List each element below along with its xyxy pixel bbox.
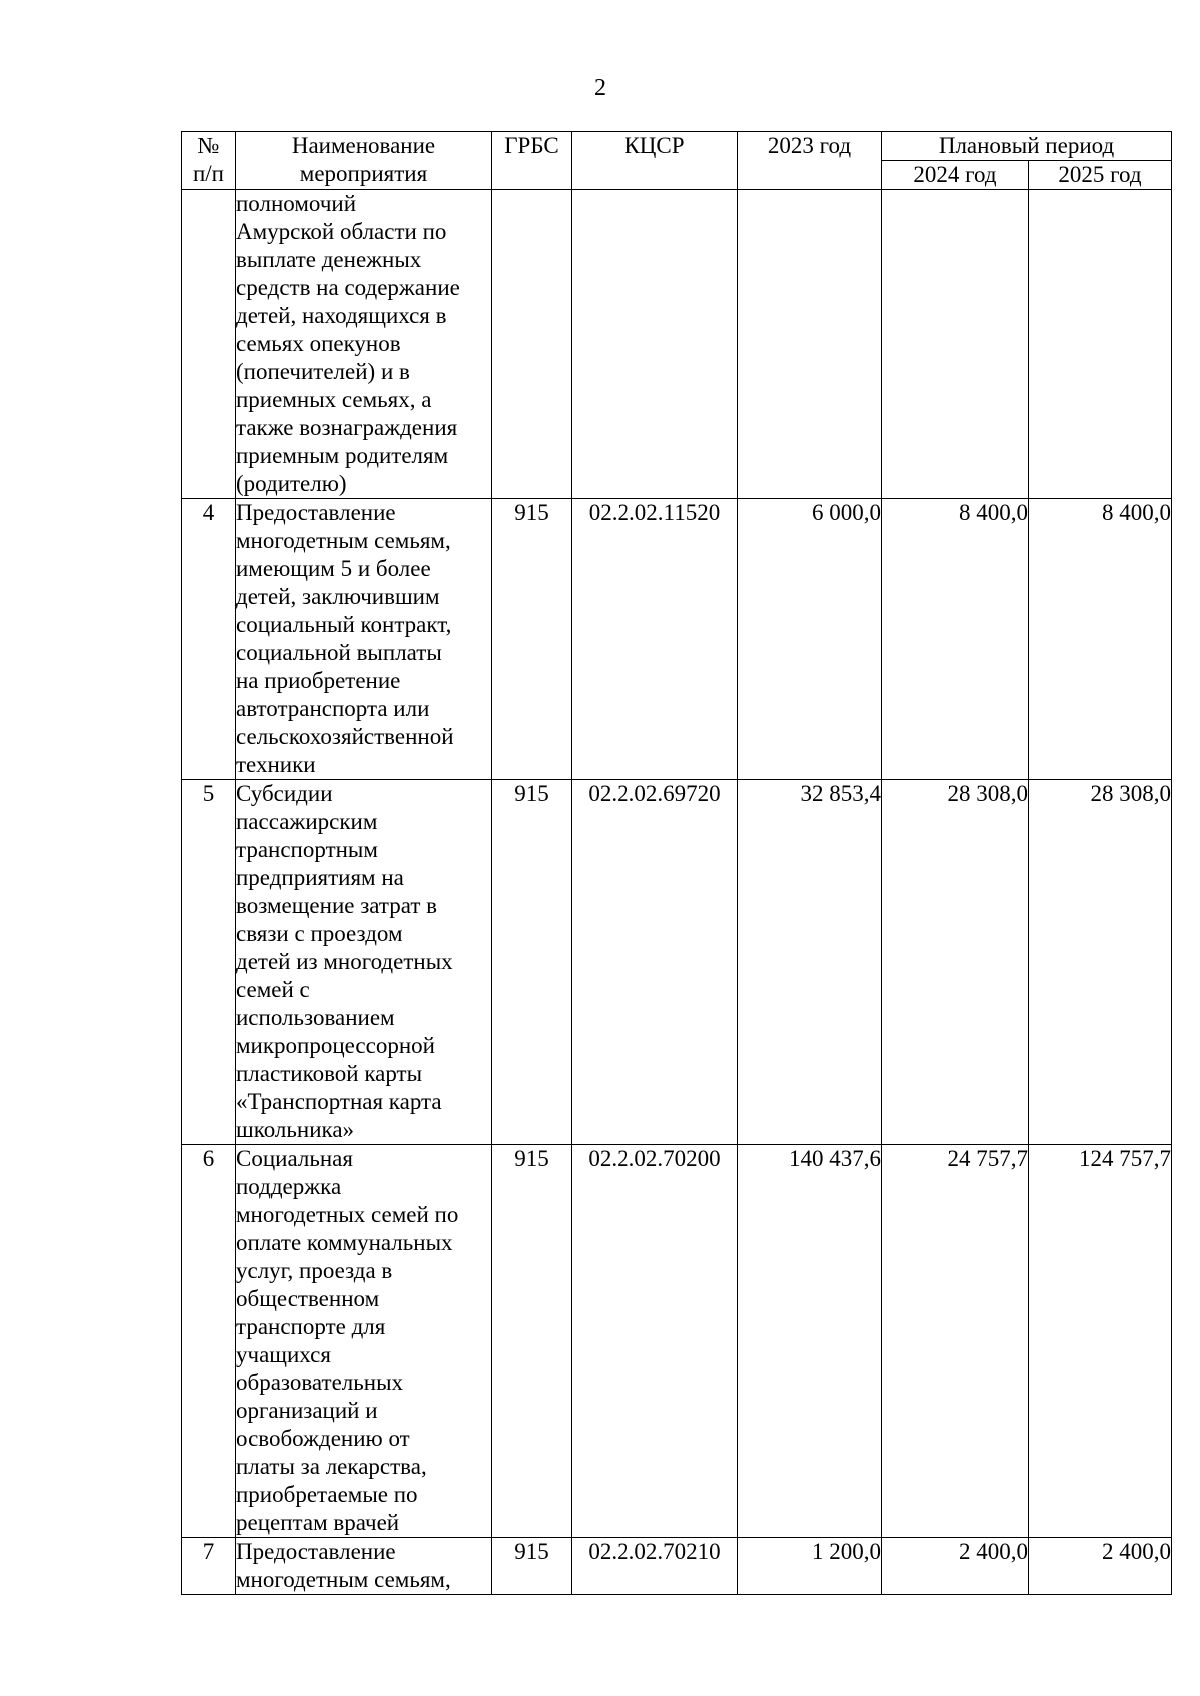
header-kcsr: КЦСР: [572, 132, 738, 190]
row-grbs: 915: [492, 1538, 572, 1595]
row-name: полномочий Амурской области по выплате денежных средств на содержание детей, находящихся в семьях опекунов (попечителей) и в приемных семьях, а также вознаграждения приемным родителям (родителю): [236, 190, 492, 499]
row-2023: 140 437,6: [738, 1145, 882, 1538]
table-body: [182, 190, 1172, 1595]
row-2023: 1 200,0: [738, 1538, 882, 1595]
row-2025: 124 757,7: [1029, 1145, 1172, 1538]
row-2024: 8 400,0: [882, 499, 1029, 780]
row-2024: 24 757,7: [882, 1145, 1029, 1538]
table-row: [182, 499, 1172, 780]
header-2023: 2023 год: [738, 132, 882, 190]
header-grbs: ГРБС: [492, 132, 572, 190]
table-row: [182, 1145, 1172, 1538]
row-2024: 2 400,0: [882, 1538, 1029, 1595]
row-2023: [738, 190, 882, 499]
row-number: 4: [182, 499, 236, 780]
row-kcsr: 02.2.02.69720: [572, 780, 738, 1145]
row-name: Предоставление многодетным семьям, имеющим 5 и более детей, заключившим социальный контракт, социальной выплаты на приобретение автотранспорта или сельскохозяйственной техники: [236, 499, 492, 780]
row-2023: 6 000,0: [738, 499, 882, 780]
row-number: 7: [182, 1538, 236, 1595]
row-number: 5: [182, 780, 236, 1145]
page-number: 2: [594, 75, 606, 101]
row-2025: [1029, 190, 1172, 499]
header-name: Наименование мероприятия: [236, 132, 492, 190]
table-row: [182, 780, 1172, 1145]
header-2024: 2024 год: [882, 161, 1029, 190]
row-name: Социальная поддержка многодетных семей по оплате коммунальных услуг, проезда в общественном транспорте для учащихся образовательных организаций и освобождению от платы за лекарства, приобретаемые по рецептам врачей: [236, 1145, 492, 1538]
row-grbs: 915: [492, 499, 572, 780]
row-2025: 28 308,0: [1029, 780, 1172, 1145]
header-2025: 2025 год: [1029, 161, 1172, 190]
row-kcsr: 02.2.02.11520: [572, 499, 738, 780]
row-2024: 28 308,0: [882, 780, 1029, 1145]
table-row: [182, 1538, 1172, 1595]
row-number: [182, 190, 236, 499]
row-name: Предоставление многодетным семьям,: [236, 1538, 492, 1595]
row-grbs: [492, 190, 572, 499]
row-kcsr: 02.2.02.70200: [572, 1145, 738, 1538]
row-2024: [882, 190, 1029, 499]
row-2025: 8 400,0: [1029, 499, 1172, 780]
header-number: № п/п: [182, 132, 236, 190]
row-2025: 2 400,0: [1029, 1538, 1172, 1595]
row-number: 6: [182, 1145, 236, 1538]
row-2023: 32 853,4: [738, 780, 882, 1145]
row-grbs: 915: [492, 780, 572, 1145]
budget-table: [181, 131, 1172, 1595]
row-kcsr: [572, 190, 738, 499]
row-name: Субсидии пассажирским транспортным предприятиям на возмещение затрат в связи с проездом детей из многодетных семей с использованием микропроцессорной пластиковой карты «Транспортная карта школьника»: [236, 780, 492, 1145]
header-planned-period: Плановый период: [882, 132, 1172, 161]
row-kcsr: 02.2.02.70210: [572, 1538, 738, 1595]
row-grbs: 915: [492, 1145, 572, 1538]
table-header: [182, 132, 1172, 190]
table-row: [182, 190, 1172, 499]
